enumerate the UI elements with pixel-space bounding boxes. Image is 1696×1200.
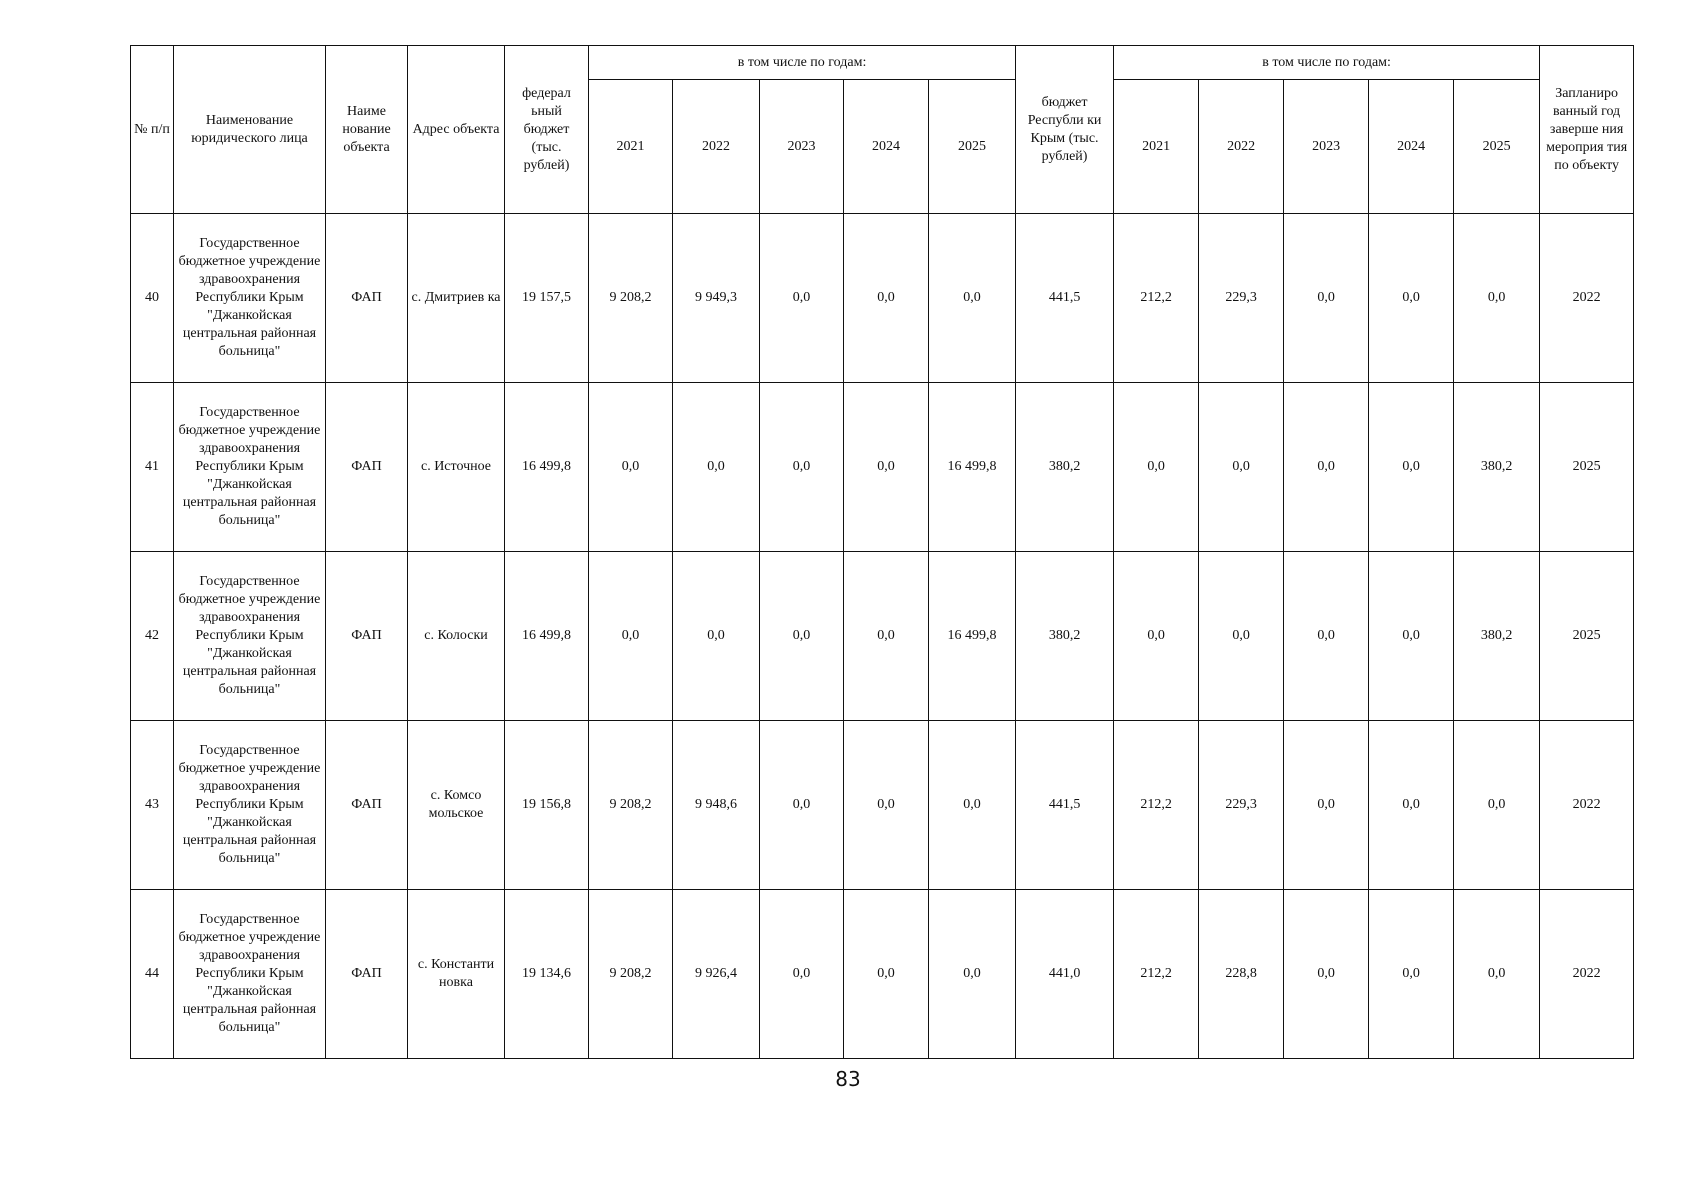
federal-budget-total: 19 134,6 xyxy=(505,890,589,1059)
header-planned-year: Запланиро ванный год заверше ния мероприя тия по объекту xyxy=(1540,46,1634,214)
org-name: Государственное бюджетное учреждение здравоохранения Республики Крым "Джанкойская центральная районная больница" xyxy=(174,214,326,383)
org-name: Государственное бюджетное учреждение здравоохранения Республики Крым "Джанкойская центральная районная больница" xyxy=(174,721,326,890)
table-row xyxy=(131,721,1634,890)
header-year-federal: 2025 xyxy=(929,80,1016,214)
page-number: 83 xyxy=(835,1067,861,1091)
budget-table xyxy=(130,45,1634,1059)
federal-year-value: 0,0 xyxy=(844,890,929,1059)
header-year-federal: 2021 xyxy=(589,80,673,214)
crimea-year-value: 380,2 xyxy=(1454,383,1540,552)
object-name: ФАП xyxy=(326,890,408,1059)
federal-year-value: 0,0 xyxy=(760,214,844,383)
federal-year-value: 0,0 xyxy=(673,552,760,721)
crimea-year-value: 0,0 xyxy=(1284,890,1369,1059)
row-num: 43 xyxy=(131,721,174,890)
crimea-year-value: 0,0 xyxy=(1199,552,1284,721)
federal-budget-total: 16 499,8 xyxy=(505,383,589,552)
object-address: с. Комсо мольское xyxy=(408,721,505,890)
crimea-year-value: 0,0 xyxy=(1369,552,1454,721)
row-num: 41 xyxy=(131,383,174,552)
row-num: 44 xyxy=(131,890,174,1059)
federal-year-value: 0,0 xyxy=(929,721,1016,890)
crimea-year-value: 228,8 xyxy=(1199,890,1284,1059)
planned-year: 2022 xyxy=(1540,721,1634,890)
federal-year-value: 0,0 xyxy=(673,383,760,552)
table-header xyxy=(131,46,1634,214)
federal-year-value: 0,0 xyxy=(760,383,844,552)
crimea-budget-total: 380,2 xyxy=(1016,552,1114,721)
header-year-crimea: 2023 xyxy=(1284,80,1369,214)
org-name: Государственное бюджетное учреждение здравоохранения Республики Крым "Джанкойская центральная районная больница" xyxy=(174,383,326,552)
planned-year: 2022 xyxy=(1540,890,1634,1059)
federal-year-value: 0,0 xyxy=(844,214,929,383)
federal-year-value: 0,0 xyxy=(844,721,929,890)
federal-year-value: 9 948,6 xyxy=(673,721,760,890)
federal-budget-total: 19 157,5 xyxy=(505,214,589,383)
crimea-year-value: 212,2 xyxy=(1114,721,1199,890)
crimea-year-value: 0,0 xyxy=(1369,383,1454,552)
planned-year: 2025 xyxy=(1540,383,1634,552)
object-address: с. Колоски xyxy=(408,552,505,721)
object-address: с. Дмитриев ка xyxy=(408,214,505,383)
object-name: ФАП xyxy=(326,383,408,552)
header-year-crimea: 2024 xyxy=(1369,80,1454,214)
crimea-budget-total: 441,5 xyxy=(1016,214,1114,383)
crimea-year-value: 0,0 xyxy=(1199,383,1284,552)
header-year-crimea: 2025 xyxy=(1454,80,1540,214)
crimea-year-value: 0,0 xyxy=(1454,721,1540,890)
table-row xyxy=(131,552,1634,721)
federal-year-value: 0,0 xyxy=(589,383,673,552)
header-year-federal: 2022 xyxy=(673,80,760,214)
row-num: 40 xyxy=(131,214,174,383)
federal-budget-total: 16 499,8 xyxy=(505,552,589,721)
org-name: Государственное бюджетное учреждение здравоохранения Республики Крым "Джанкойская центральная районная больница" xyxy=(174,552,326,721)
federal-year-value: 9 208,2 xyxy=(589,721,673,890)
federal-year-value: 0,0 xyxy=(760,890,844,1059)
object-name: ФАП xyxy=(326,214,408,383)
row-num: 42 xyxy=(131,552,174,721)
federal-year-value: 16 499,8 xyxy=(929,383,1016,552)
federal-year-value: 0,0 xyxy=(760,721,844,890)
org-name: Государственное бюджетное учреждение здравоохранения Республики Крым "Джанкойская центральная районная больница" xyxy=(174,890,326,1059)
header-address: Адрес объекта xyxy=(408,46,505,214)
header-object-name: Наиме нование объекта xyxy=(326,46,408,214)
federal-year-value: 9 926,4 xyxy=(673,890,760,1059)
crimea-year-value: 0,0 xyxy=(1284,383,1369,552)
crimea-budget-total: 380,2 xyxy=(1016,383,1114,552)
table-row xyxy=(131,890,1634,1059)
header-year-federal: 2024 xyxy=(844,80,929,214)
federal-budget-total: 19 156,8 xyxy=(505,721,589,890)
crimea-year-value: 0,0 xyxy=(1284,214,1369,383)
federal-year-value: 0,0 xyxy=(929,890,1016,1059)
planned-year: 2025 xyxy=(1540,552,1634,721)
federal-year-value: 0,0 xyxy=(589,552,673,721)
crimea-year-value: 0,0 xyxy=(1454,890,1540,1059)
federal-year-value: 9 949,3 xyxy=(673,214,760,383)
federal-year-value: 9 208,2 xyxy=(589,214,673,383)
crimea-budget-total: 441,0 xyxy=(1016,890,1114,1059)
crimea-year-value: 229,3 xyxy=(1199,721,1284,890)
federal-year-value: 16 499,8 xyxy=(929,552,1016,721)
federal-year-value: 0,0 xyxy=(929,214,1016,383)
object-name: ФАП xyxy=(326,552,408,721)
crimea-year-value: 0,0 xyxy=(1369,721,1454,890)
table-row xyxy=(131,214,1634,383)
crimea-year-value: 212,2 xyxy=(1114,214,1199,383)
header-crimea-budget: бюджет Республи ки Крым (тыс. рублей) xyxy=(1016,46,1114,214)
crimea-year-value: 229,3 xyxy=(1199,214,1284,383)
object-address: с. Константи новка xyxy=(408,890,505,1059)
table-body xyxy=(131,214,1634,1059)
header-year-crimea: 2021 xyxy=(1114,80,1199,214)
header-year-federal: 2023 xyxy=(760,80,844,214)
header-by-years-federal: в том числе по годам: xyxy=(589,46,1016,80)
crimea-year-value: 0,0 xyxy=(1454,214,1540,383)
crimea-year-value: 0,0 xyxy=(1284,552,1369,721)
federal-year-value: 0,0 xyxy=(844,383,929,552)
object-address: с. Источное xyxy=(408,383,505,552)
header-by-years-crimea: в том числе по годам: xyxy=(1114,46,1540,80)
federal-year-value: 0,0 xyxy=(760,552,844,721)
header-org-name: Наименование юридического лица xyxy=(174,46,326,214)
crimea-year-value: 0,0 xyxy=(1369,214,1454,383)
federal-year-value: 9 208,2 xyxy=(589,890,673,1059)
header-year-crimea: 2022 xyxy=(1199,80,1284,214)
header-num: № п/п xyxy=(131,46,174,214)
crimea-year-value: 0,0 xyxy=(1114,552,1199,721)
header-federal-budget: федерал ьный бюджет (тыс. рублей) xyxy=(505,46,589,214)
crimea-year-value: 212,2 xyxy=(1114,890,1199,1059)
crimea-year-value: 0,0 xyxy=(1369,890,1454,1059)
crimea-budget-total: 441,5 xyxy=(1016,721,1114,890)
planned-year: 2022 xyxy=(1540,214,1634,383)
crimea-year-value: 380,2 xyxy=(1454,552,1540,721)
crimea-year-value: 0,0 xyxy=(1114,383,1199,552)
crimea-year-value: 0,0 xyxy=(1284,721,1369,890)
object-name: ФАП xyxy=(326,721,408,890)
table-row xyxy=(131,383,1634,552)
federal-year-value: 0,0 xyxy=(844,552,929,721)
